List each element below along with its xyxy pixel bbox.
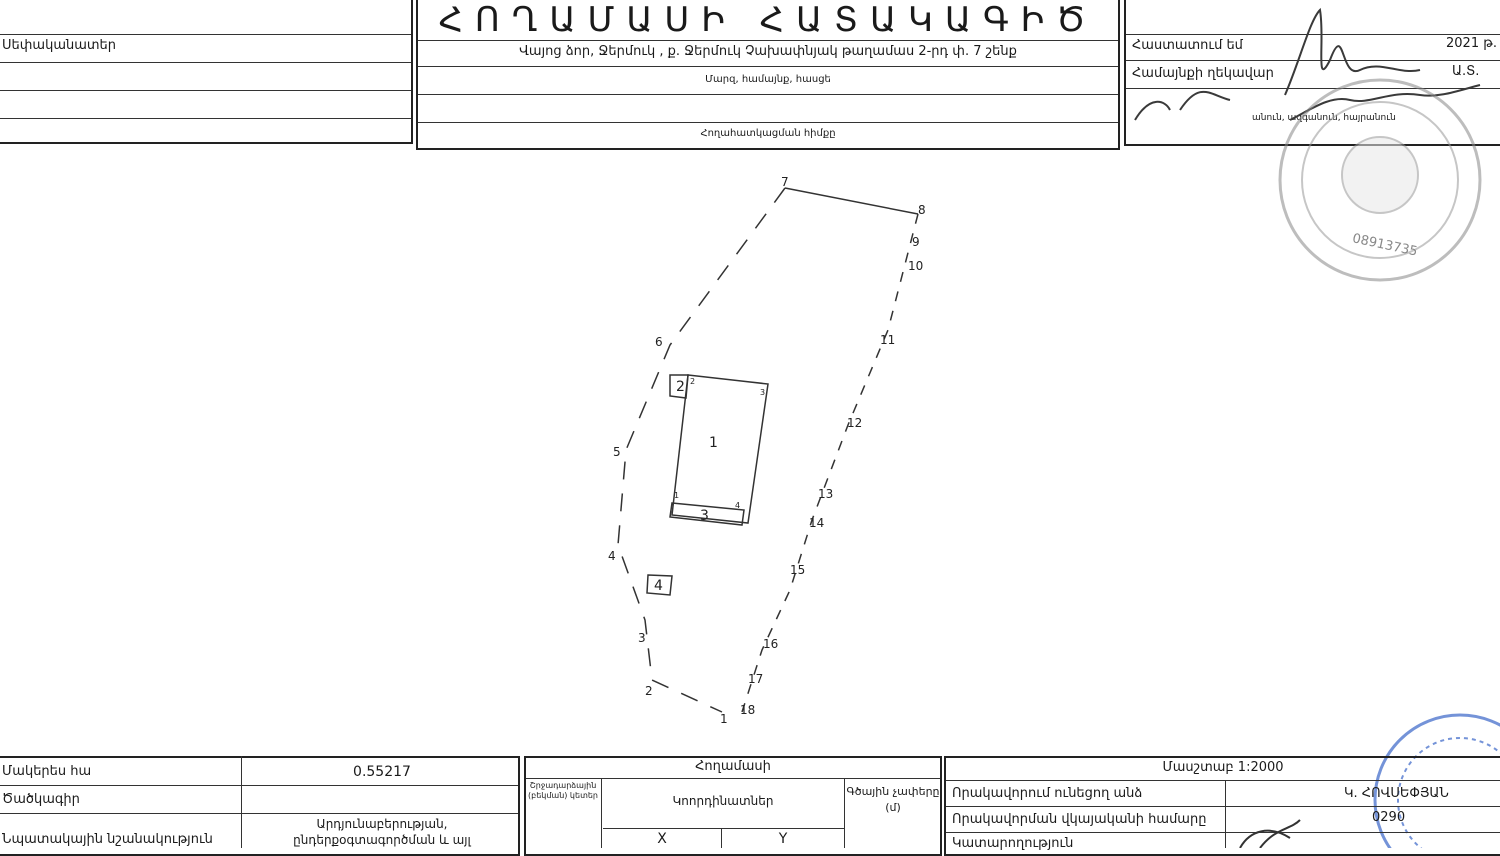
coordinates-vline-2 [844,778,845,848]
point-13: 13 [818,487,834,501]
area-value: 0.55217 [353,764,411,780]
points-header: Շրջադարձային (բեկման) կետեր [528,781,598,800]
point-2: 2 [645,684,653,698]
point-1: 1 [720,712,728,726]
surveyor-hline-1 [946,780,1500,781]
building-label-1: 1 [709,435,718,451]
page-title: ՀՈՂԱՄԱՍԻ ՀԱՏԱԿԱԳԻԾ [438,0,1098,40]
approve-label: Հաստատում եմ [1132,38,1243,53]
license-value: 0290 [1372,810,1406,825]
performer-label: Կատարողություն [952,836,1074,851]
point-11: 11 [880,333,896,347]
coords-header: Կոորդինատներ [672,794,774,808]
approve-year: 2021 թ. [1446,36,1497,51]
point-3: 3 [638,631,646,645]
y-label: Y [778,831,788,847]
address-caption: Մարզ, համայնք, հասցե [705,74,831,85]
point-5: 5 [613,445,621,459]
point-16: 16 [763,637,779,651]
surveyor-hline-2 [946,806,1500,807]
point-17: 17 [748,672,764,686]
x-label: X [657,831,667,847]
person-value: Կ. ՀՈՎՍԵՓՅԱՆ [1344,786,1449,801]
purpose-value: Արդյունաբերության, ընդերքօգտագործման և այլ [293,817,471,847]
basis-caption: Հողահատկացման հիմքը [700,128,836,139]
parcel-info-hline-1 [0,785,518,786]
surveyor-vline [1225,780,1226,848]
coordinates-vline-1 [601,778,602,848]
surveyor-hline-3 [946,832,1500,833]
point-10: 10 [908,259,924,273]
license-label: Որակավորման վկայականի համարը [952,812,1207,827]
parcel-info-hline-2 [0,813,518,814]
corner-label-b1-1: 1 [674,491,680,500]
point-14: 14 [809,516,825,530]
point-9: 9 [912,235,920,249]
corner-label-b1-3: 3 [760,388,766,397]
signature-caption: անուն, ազգանուն, հայրանուն [1252,113,1396,123]
address-text: Վայոց ձոր, Ջերմուկ , ք. Ջերմուկ Չախափնյակ թաղամաս 2-րդ փ. 7 շենք [519,44,1017,59]
point-15: 15 [790,563,806,577]
point-4: 4 [608,549,616,563]
point-12: 12 [847,416,863,430]
person-label: Որակավորում ունեցող անձ [952,786,1143,801]
purpose-label: Նպատակային նշանակություն [2,832,213,847]
point-8: 8 [918,203,926,217]
length-header: Գծային չափերը (մ) [846,785,940,814]
parcel-info-vline [241,756,242,848]
coordinates-vline-3 [721,828,722,848]
owners-label: Սեփականատեր [2,38,117,53]
coordinates-hline-2 [603,828,844,829]
point-7: 7 [781,175,789,189]
building-label-4: 4 [654,578,663,594]
code-label: Ծածկագիր [2,792,80,807]
point-18: 18 [740,703,756,717]
building-label-3: 3 [700,508,709,524]
corner-label-b1-2: 2 [690,377,696,386]
corner-label-b1-4: 4 [735,501,741,510]
seal-number: 08913735 [1350,231,1419,260]
point-6: 6 [655,335,663,349]
building-label-2: 2 [676,379,685,395]
coordinates-title: Հողամասի [695,759,771,774]
scale-label: Մասշտաբ 1:2000 [1162,760,1284,775]
boundary-solid-top [785,188,918,214]
coordinates-hline-1 [526,778,940,779]
head-label: Համայնքի ղեկավար [1132,66,1274,81]
area-label: Մակերես հա [2,764,92,779]
head-initials: Ա.Տ. [1452,64,1480,79]
